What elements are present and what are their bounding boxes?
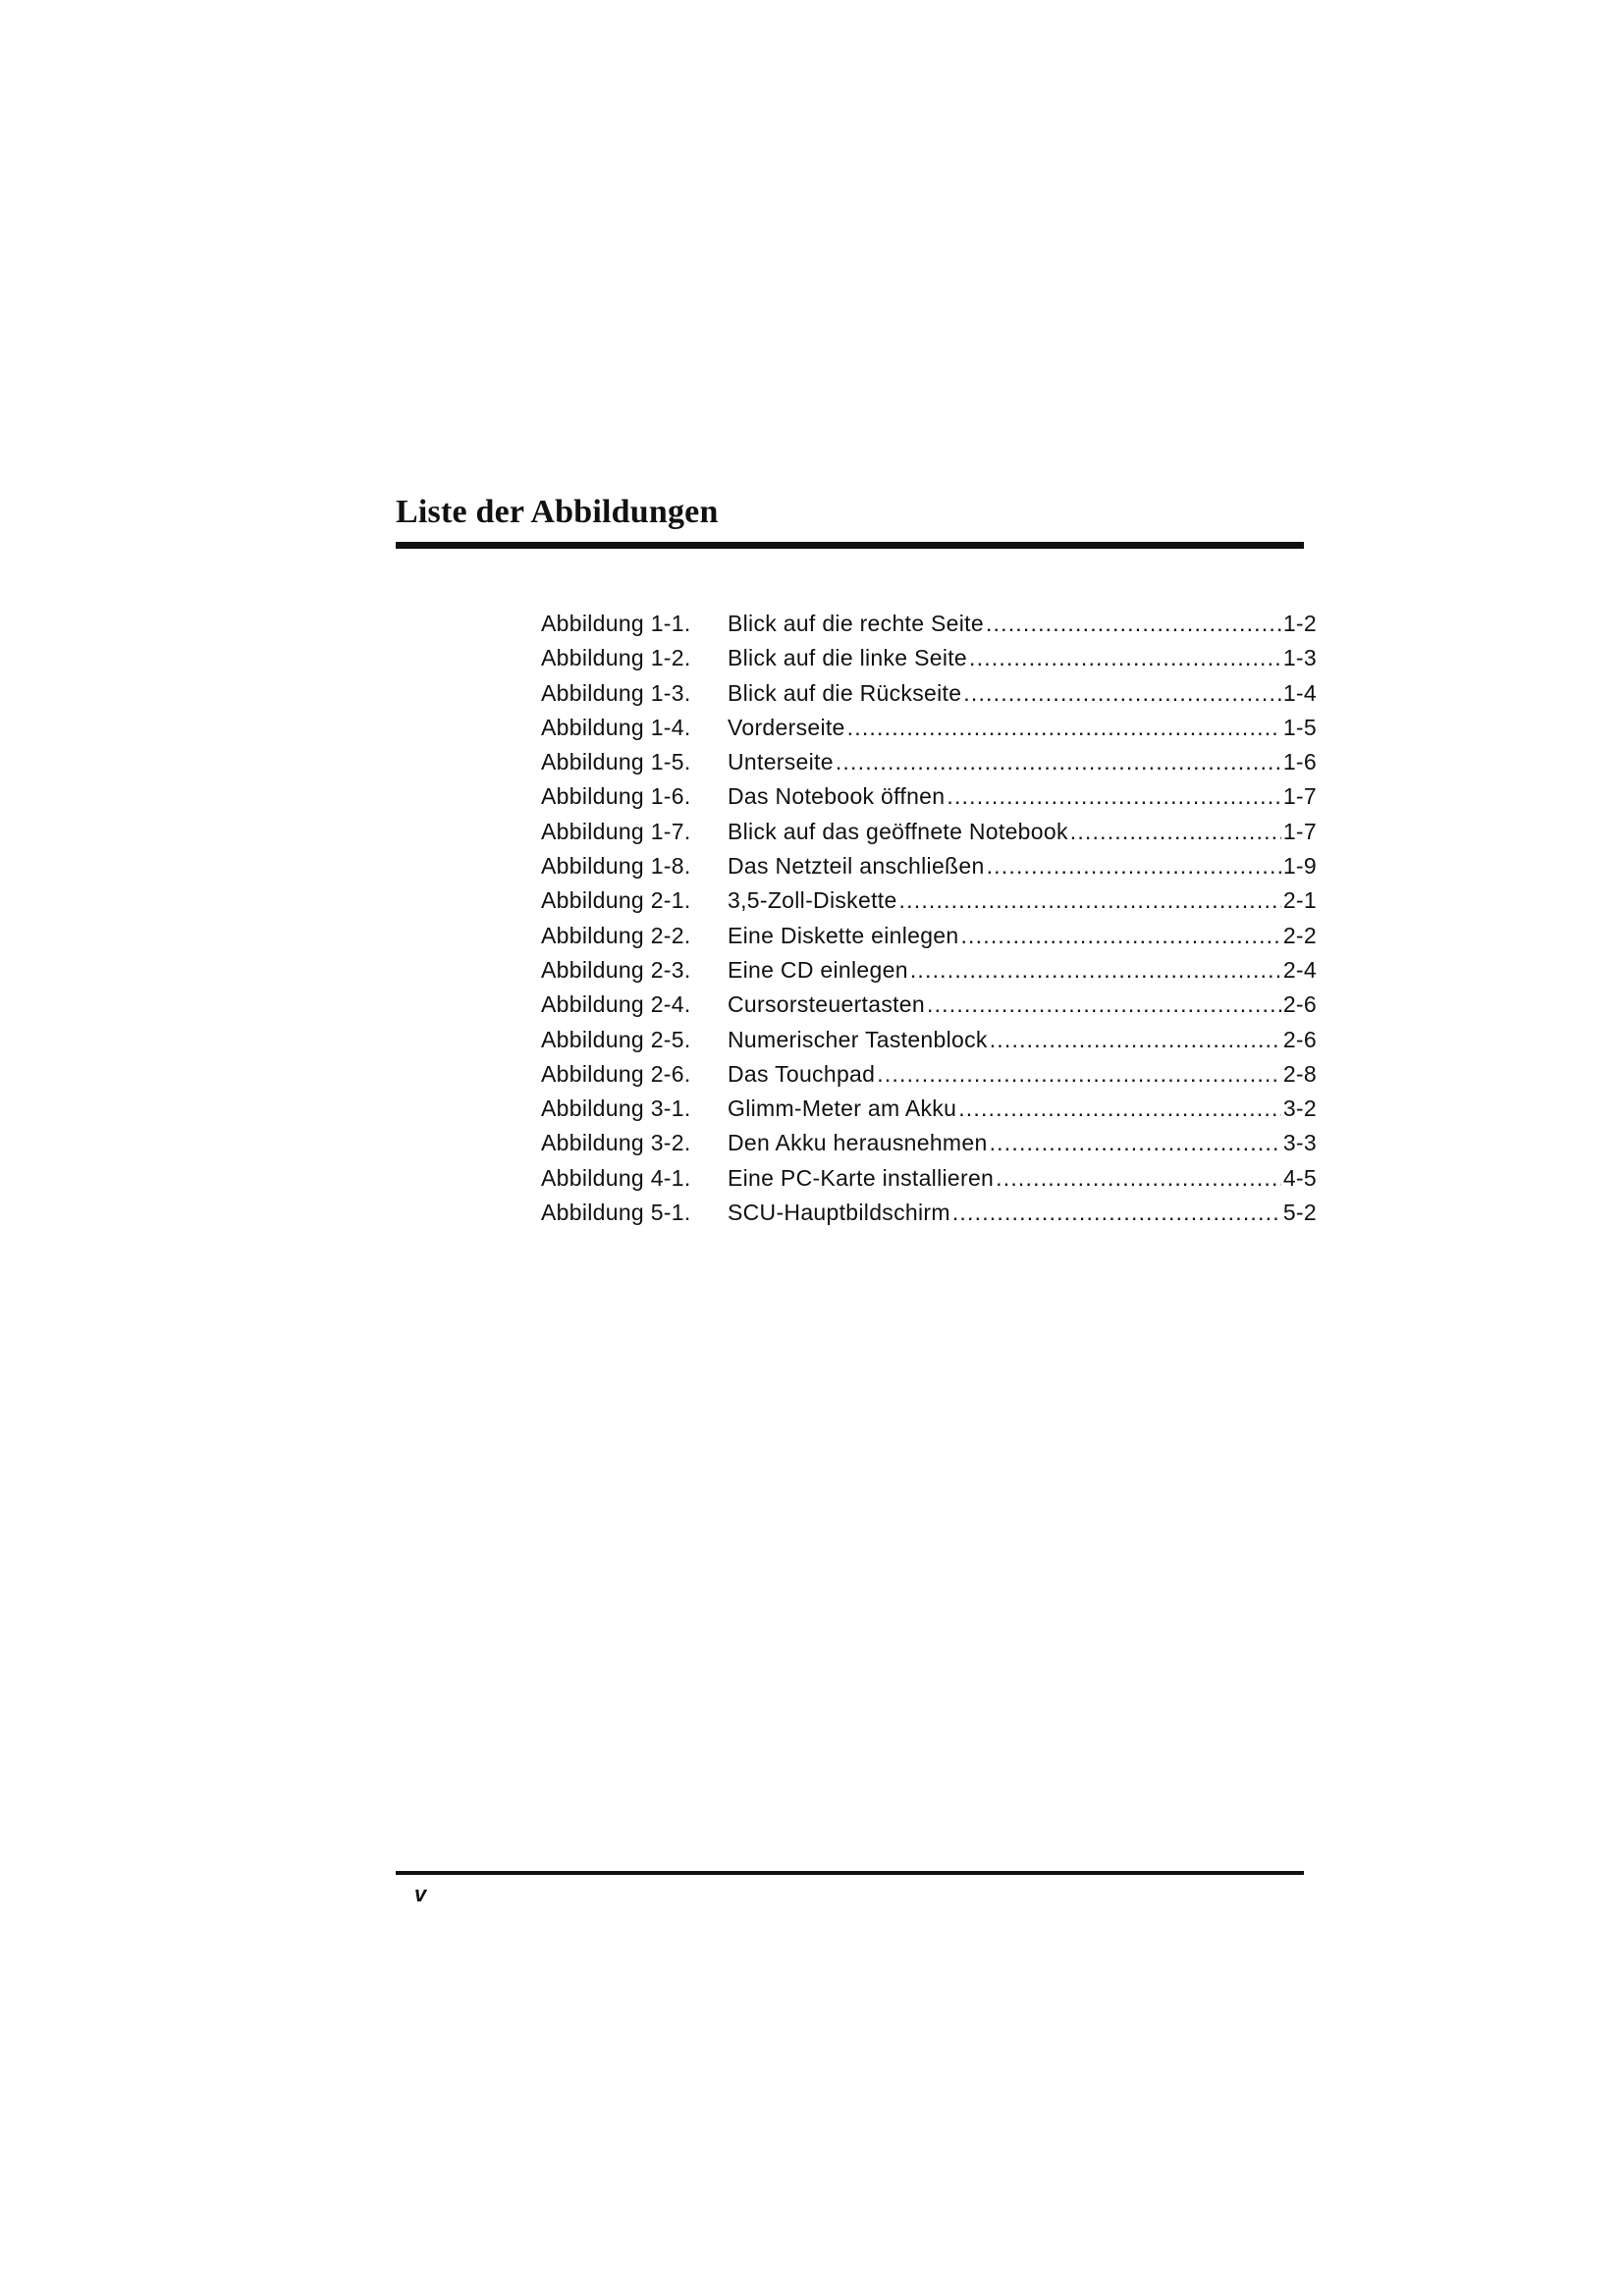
figure-title: Eine Diskette einlegen bbox=[728, 922, 959, 948]
figure-title: Numerischer Tastenblock bbox=[728, 1026, 988, 1052]
figure-number: Abbildung 1-2. bbox=[541, 645, 691, 671]
figure-number: Abbildung 3-1. bbox=[541, 1095, 691, 1122]
figure-page: 2-1 bbox=[1282, 887, 1317, 914]
figure-number: Abbildung 2-6. bbox=[541, 1060, 691, 1087]
list-item[interactable] bbox=[541, 1057, 1317, 1092]
figure-list bbox=[541, 607, 1317, 1230]
page-number: v bbox=[414, 1882, 427, 1906]
figure-title: Blick auf die linke Seite bbox=[728, 645, 968, 671]
figure-number: Abbildung 1-6. bbox=[541, 783, 691, 810]
figure-title: Blick auf die rechte Seite bbox=[728, 611, 984, 636]
figure-number: Abbildung 1-3. bbox=[541, 679, 691, 706]
figure-number: Abbildung 1-7. bbox=[541, 818, 691, 844]
figure-page: 1-7 bbox=[1282, 818, 1317, 844]
figure-page: 2-2 bbox=[1282, 922, 1317, 948]
figure-number: Abbildung 4-1. bbox=[541, 1164, 691, 1191]
figure-page: 3-2 bbox=[1282, 1095, 1317, 1122]
dot-leader bbox=[969, 641, 1281, 675]
list-item[interactable] bbox=[541, 1161, 1317, 1196]
figure-number: Abbildung 5-1. bbox=[541, 1200, 691, 1226]
list-item[interactable] bbox=[541, 988, 1317, 1022]
list-item[interactable] bbox=[541, 607, 1317, 641]
list-item[interactable] bbox=[541, 953, 1317, 988]
dot-leader bbox=[836, 745, 1281, 779]
figure-page: 5-2 bbox=[1282, 1200, 1317, 1226]
figure-number: Abbildung 2-3. bbox=[541, 956, 691, 983]
dot-leader bbox=[899, 883, 1281, 918]
figure-number: Abbildung 1-5. bbox=[541, 749, 691, 775]
dot-leader bbox=[958, 1092, 1281, 1126]
dot-leader bbox=[990, 1023, 1281, 1057]
dot-leader bbox=[1070, 815, 1281, 849]
figure-title: Eine PC-Karte installieren bbox=[728, 1164, 995, 1191]
figure-page: 1-7 bbox=[1282, 783, 1317, 810]
figure-number: Abbildung 1-1. bbox=[541, 611, 691, 636]
figure-page: 1-6 bbox=[1282, 749, 1317, 775]
dot-leader bbox=[927, 988, 1281, 1022]
figure-page: 1-2 bbox=[1282, 611, 1317, 636]
list-item[interactable] bbox=[541, 779, 1317, 814]
list-item[interactable] bbox=[541, 641, 1317, 675]
list-item[interactable] bbox=[541, 1126, 1317, 1160]
figure-page: 2-6 bbox=[1282, 1026, 1317, 1052]
figure-title: Cursorsteuertasten bbox=[728, 991, 925, 1018]
title-rule bbox=[396, 542, 1304, 549]
figure-title: Blick auf die Rückseite bbox=[728, 679, 962, 706]
figure-page: 1-5 bbox=[1282, 714, 1317, 740]
figure-title: 3,5-Zoll-Diskette bbox=[728, 887, 897, 914]
figure-number: Abbildung 1-4. bbox=[541, 714, 691, 740]
dot-leader bbox=[987, 849, 1281, 883]
figure-number: Abbildung 2-4. bbox=[541, 991, 691, 1018]
figure-page: 2-8 bbox=[1282, 1060, 1317, 1087]
dot-leader bbox=[847, 711, 1281, 745]
page-title: Liste der Abbildungen bbox=[396, 494, 719, 530]
figure-page: 3-3 bbox=[1282, 1130, 1317, 1156]
list-item[interactable] bbox=[541, 676, 1317, 711]
dot-leader bbox=[986, 607, 1281, 641]
figure-title: Vorderseite bbox=[728, 714, 845, 740]
figure-title: Den Akku herausnehmen bbox=[728, 1130, 988, 1156]
figure-title: Glimm-Meter am Akku bbox=[728, 1095, 957, 1122]
figure-number: Abbildung 1-8. bbox=[541, 853, 691, 880]
figure-page: 1-3 bbox=[1282, 645, 1317, 671]
list-item[interactable] bbox=[541, 1023, 1317, 1057]
figure-title: SCU-Hauptbildschirm bbox=[728, 1200, 950, 1226]
dot-leader bbox=[910, 953, 1281, 988]
figure-page: 1-4 bbox=[1282, 679, 1317, 706]
figure-title: Das Notebook öffnen bbox=[728, 783, 946, 810]
list-item[interactable] bbox=[541, 815, 1317, 849]
dot-leader bbox=[877, 1057, 1281, 1092]
figure-page: 2-6 bbox=[1282, 991, 1317, 1018]
dot-leader bbox=[963, 676, 1281, 711]
figure-number: Abbildung 2-5. bbox=[541, 1026, 691, 1052]
figure-page: 1-9 bbox=[1282, 853, 1317, 880]
list-item[interactable] bbox=[541, 1196, 1317, 1230]
footer-rule bbox=[396, 1871, 1304, 1875]
figure-title: Unterseite bbox=[728, 749, 834, 775]
list-item[interactable] bbox=[541, 849, 1317, 883]
figure-page: 4-5 bbox=[1282, 1164, 1317, 1191]
figure-title: Das Touchpad bbox=[728, 1060, 876, 1087]
figure-page: 2-4 bbox=[1282, 956, 1317, 983]
list-item[interactable] bbox=[541, 1092, 1317, 1126]
figure-number: Abbildung 3-2. bbox=[541, 1130, 691, 1156]
figure-title: Das Netzteil anschließen bbox=[728, 853, 985, 880]
figure-title: Eine CD einlegen bbox=[728, 956, 908, 983]
dot-leader bbox=[947, 779, 1280, 814]
dot-leader bbox=[960, 919, 1280, 953]
figure-number: Abbildung 2-2. bbox=[541, 922, 691, 948]
figure-title: Blick auf das geöffnete Notebook bbox=[728, 818, 1068, 844]
list-item[interactable] bbox=[541, 883, 1317, 918]
figure-number: Abbildung 2-1. bbox=[541, 887, 691, 914]
list-item[interactable] bbox=[541, 745, 1317, 779]
dot-leader bbox=[996, 1161, 1281, 1196]
list-item[interactable] bbox=[541, 919, 1317, 953]
dot-leader bbox=[990, 1126, 1281, 1160]
list-item[interactable] bbox=[541, 711, 1317, 745]
dot-leader bbox=[952, 1196, 1281, 1230]
